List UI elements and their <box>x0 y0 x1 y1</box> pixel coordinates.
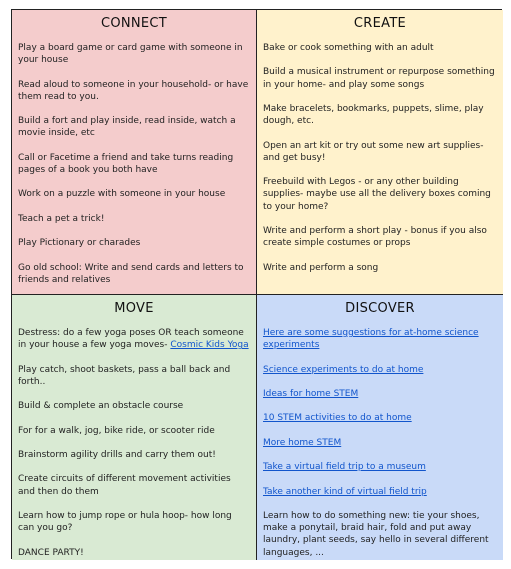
list-item: Read aloud to someone in your household- or have them read to you. <box>18 79 249 102</box>
discover-title: DISCOVER <box>345 301 415 316</box>
connect-title: CONNECT <box>100 16 168 31</box>
list-item: DANCE PARTY! <box>18 547 84 558</box>
discover-list <box>263 327 497 559</box>
list-item: Bake or cook something with an adult <box>263 43 434 53</box>
list-item: Play Pictionary or charades <box>18 238 141 249</box>
connect-list <box>18 42 250 286</box>
list-item <box>18 327 250 351</box>
virtual-museum-trip-link[interactable]: Take a virtual field trip to a museum <box>263 462 426 473</box>
list-item: Build a fort and play inside, read inside, watch a movie inside, etc <box>18 116 236 139</box>
create-quadrant <box>257 10 503 295</box>
list-item: Play a board game or card game with someone in your house <box>18 43 243 66</box>
list-item <box>263 437 497 449</box>
discover-quadrant <box>257 295 503 560</box>
list-item: Work on a puzzle with someone in your house <box>18 189 226 200</box>
list-item <box>263 486 497 498</box>
create-title: CREATE <box>353 16 407 31</box>
stem-activities-link[interactable]: 10 STEM activities to do at home <box>263 413 412 424</box>
list-item: Call or Facetime a friend and take turns reading pages of a book you both have <box>18 152 234 175</box>
list-item <box>263 412 497 424</box>
list-item: Create circuits of different movement activities and then do them <box>18 474 231 497</box>
list-item <box>263 364 497 376</box>
list-item: Learn how to do something new: tie your shoes, make a ponytail, braid hair, fold and put away laundry, plant seeds, say hello in several different languages, ... <box>263 510 489 558</box>
list-item: For for a walk, jog, bike ride, or scooter ride <box>18 425 215 436</box>
list-item: Brainstorm agility drills and carry them out! <box>18 449 216 460</box>
home-stem-ideas-link[interactable]: Ideas for home STEM <box>263 388 359 399</box>
virtual-field-trip-link[interactable]: Take another kind of virtual field trip <box>263 486 427 497</box>
cosmic-kids-yoga-link[interactable]: Cosmic Kids Yoga <box>170 340 249 351</box>
list-item: Write and perform a short play - bonus if you also create simple costumes or props <box>263 225 487 249</box>
list-item: Build a musical instrument or repurpose something in your home- and play some songs <box>263 67 495 90</box>
list-item: Teach a pet a trick! <box>18 213 105 224</box>
science-suggestions-link[interactable]: Here are some suggestions for at-home science experiments <box>263 328 479 351</box>
move-title: MOVE <box>114 301 154 316</box>
list-item: Freebuild with Legos - or any other building supplies- maybe use all the delivery boxes coming to your home? <box>263 177 491 212</box>
list-item: Learn how to jump rope or hula hoop- how long can you go? <box>18 510 232 534</box>
list-item <box>263 461 497 473</box>
create-list <box>263 42 497 274</box>
list-item: Write and perform a song <box>263 262 379 273</box>
science-experiments-link[interactable]: Science experiments to do at home <box>263 364 424 375</box>
more-home-stem-link[interactable]: More home STEM <box>263 437 342 448</box>
list-item: Play catch, shoot baskets, pass a ball back and forth.. <box>18 364 231 387</box>
list-item <box>263 388 497 400</box>
list-item <box>263 327 497 351</box>
list-item: Go old school: Write and send cards and letters to friends and relatives <box>18 262 244 285</box>
list-item: Build & complete an obstacle course <box>18 401 184 412</box>
activity-board <box>11 9 502 559</box>
list-item: Make bracelets, bookmarks, puppets, slime, play dough, etc. <box>263 103 484 127</box>
yoga-text: Destress: do a few yoga poses OR teach someone in your house a few yoga moves- <box>18 328 244 351</box>
move-quadrant <box>12 295 257 560</box>
move-list <box>18 327 250 559</box>
list-item: Open an art kit or try out some new art supplies- and get busy! <box>263 140 484 163</box>
connect-quadrant <box>12 10 257 295</box>
